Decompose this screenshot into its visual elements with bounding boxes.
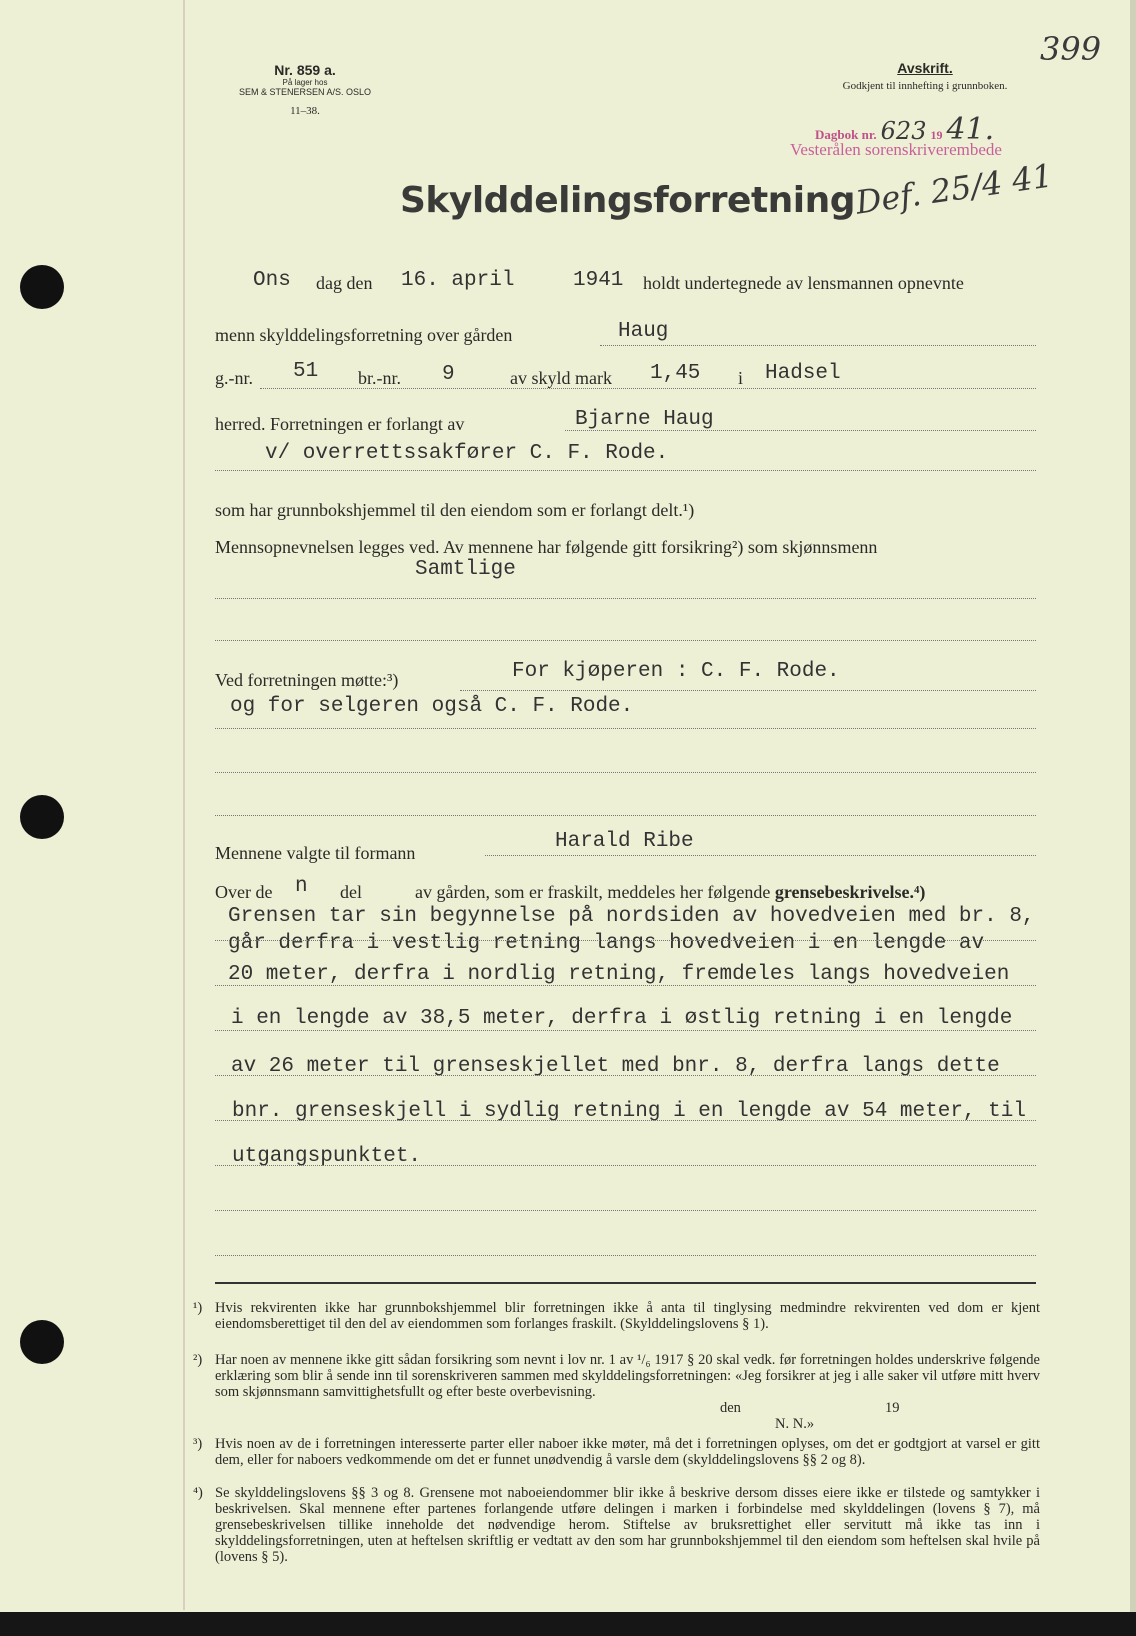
office-stamp: Vesterålen sorenskriverembede	[790, 140, 1002, 159]
rule	[215, 1165, 1036, 1166]
description-line: av 26 meter til grenseskjellet med bnr. 8, derfra langs dette	[231, 1055, 1000, 1078]
footnote-year: 19	[885, 1400, 900, 1416]
copy-label: Avskrift.	[897, 60, 953, 76]
label: br.-nr.	[358, 368, 401, 388]
label: av gården, som er fraskilt, meddeles her følgende	[415, 882, 771, 902]
footnote-marker: ⁴)	[193, 1485, 203, 1501]
footnote-marker: ³)	[193, 1436, 203, 1452]
footnote-signature: N. N.»	[775, 1416, 815, 1432]
farm-name: Haug	[618, 320, 669, 343]
rule	[215, 940, 1036, 941]
footnote-text: Hvis rekvirenten ikke har grunnbokshjemmel blir forretningen ikke å anta til tinglysing medmindre rekvirenten ved dom er kjent eiendomsberettiget til den del av eiendommen som forlanges fraskilt. (Skylddelingslovens § 1).	[215, 1300, 1040, 1332]
approval-text: Godkjent til innhefting i grunnboken.	[842, 80, 1008, 92]
page-number: 399	[1040, 30, 1102, 68]
label: del	[340, 882, 362, 902]
description-line: utgangspunktet.	[232, 1145, 422, 1168]
attendee-line2: og for selgeren også C. F. Rode.	[230, 695, 634, 718]
label: i	[738, 368, 744, 388]
requester: Bjarne Haug	[575, 408, 714, 431]
description-line: Grensen tar sin begynnelse på nordsiden av hovedveien med br. 8,	[228, 905, 1035, 928]
label: menn skylddelingsforretning over gården	[215, 325, 513, 345]
attendee-line1: For kjøperen : C. F. Rode.	[512, 660, 840, 683]
label: Over de	[215, 882, 273, 902]
description-line: bnr. grenseskjell i sydlig retning i en lengde av 54 meter, til	[232, 1100, 1026, 1123]
rule	[215, 728, 1036, 729]
description-line: 20 meter, derfra i nordlig retning, fremdeles langs hovedveien	[228, 963, 1010, 986]
footnote-text: Har noen av mennene ikke gitt sådan forsikring som nevnt i lov nr. 1 av ¹/₆ 1917 § 20 skal vedk. før forretningen holdes underskrive følgende erklæring som blir å sende inn til sorenskriveren sammen med skylddelingsforretningen: «Jeg forsikrer at jeg i alle saker vil utføre mitt hverv som skjønnsmann samvittighetsfullt og efter beste overbevisning.	[215, 1352, 1040, 1400]
document-title: Skylddelingsforretning	[400, 180, 856, 221]
rule	[215, 640, 1036, 641]
scan-border	[0, 1612, 1136, 1636]
bnr-value: 9	[442, 363, 455, 386]
punch-hole	[20, 1320, 64, 1364]
label: som har grunnbokshjemmel til den eiendom som er forlangt delt.¹)	[215, 500, 695, 520]
municipality: Hadsel	[765, 362, 841, 385]
chairman: Harald Ribe	[555, 830, 694, 853]
rule	[215, 598, 1036, 599]
form-info	[225, 62, 385, 117]
share-value: n	[295, 875, 308, 898]
label: av skyld mark	[510, 368, 612, 388]
label	[415, 882, 925, 903]
date: 16. april	[401, 269, 515, 292]
rule	[215, 1120, 1036, 1121]
footnote-2	[193, 1352, 1040, 1432]
rule	[215, 1030, 1036, 1031]
rule	[215, 1210, 1036, 1211]
footnote-text: Hvis noen av de i forretningen interesserte parter eller naboer ikke møter, må det i forretningen oplyses, om det er godtgjort at varsel er gitt dem, eller for naboers vedkommende om det er funnet unødvendig å varsle dem (skylddelingslovens §§ 2 og 8).	[215, 1436, 1040, 1468]
footnote-1	[193, 1300, 1040, 1332]
rule	[215, 985, 1036, 986]
footnote-marker: ¹)	[193, 1300, 203, 1316]
rule	[460, 690, 1036, 691]
registration-note: Def. 25/4 41	[853, 156, 1056, 222]
requester-line2: v/ overrettssakfører C. F. Rode.	[265, 442, 669, 465]
punch-hole	[20, 265, 64, 309]
label: herred. Forretningen er forlangt av	[215, 414, 465, 434]
label: Mennsopnevnelsen legges ved. Av mennene har følgende gitt forsikring²) som skjønnsmenn	[215, 537, 878, 557]
description-line: i en lengde av 38,5 meter, derfra i østlig retning i en lengde	[231, 1007, 1013, 1030]
skyld-value: 1,45	[650, 362, 701, 385]
stamp-label: Dagbok nr.	[815, 127, 877, 142]
rule	[485, 855, 1036, 856]
rule	[215, 1075, 1036, 1076]
label: g.-nr.	[215, 368, 253, 388]
description-line: går derfra i vestlig retning langs hovedveien i en lengde av	[228, 932, 985, 955]
dagbok-year: 41.	[946, 112, 995, 147]
label: grensebeskrivelse.⁴)	[774, 882, 926, 902]
margin-line	[183, 0, 185, 1610]
dagbok-number: 623	[880, 117, 927, 145]
rule	[215, 1255, 1036, 1256]
footnote-den: den	[720, 1400, 741, 1416]
label: Mennene valgte til formann	[215, 843, 416, 863]
rule	[215, 470, 1036, 471]
label: dag den	[316, 273, 373, 293]
footnote-marker: ²)	[193, 1352, 203, 1368]
weekday: Ons	[253, 269, 291, 292]
copy-info	[800, 60, 1050, 92]
rule	[565, 430, 1036, 431]
footnote-divider	[215, 1282, 1036, 1284]
publisher-name: SEM & STENERSEN A/S. OSLO	[238, 87, 372, 97]
label: holdt undertegnede av lensmannen opnevnte	[643, 273, 964, 293]
rule	[215, 815, 1036, 816]
form-date: 11–38.	[290, 105, 320, 117]
publisher-line: På lager hos	[282, 78, 328, 87]
footnote-text: Se skylddelingslovens §§ 3 og 8. Grensene mot naboeiendommer blir ikke å beskrive dersom disses eiere ikke er tilstede og samtykker i beskrivelsen. Skal mennene efter partenes forlangende utføre delingen i marken i forbindelse med skylddelingen (lovens § 7), må grensebeskrivelsen tillike inneholde det nødvendige herom. Stiftelse av bruksrettighet eller servitutt må ikke tas inn i skylddelingsforretningen, uten at heftelsen skriftlig er vedtatt av den som har grunnbokshjemmel til den eiendom som heftelsen skal hvile på (lovens § 5).	[215, 1485, 1040, 1565]
rule	[260, 388, 1036, 389]
label: Ved forretningen møtte:³)	[215, 670, 399, 690]
rule	[215, 772, 1036, 773]
stamp-year: 19	[930, 128, 943, 142]
forsikring-value: Samtlige	[415, 558, 516, 581]
gnr-value: 51	[293, 360, 319, 383]
page-edge	[1130, 0, 1136, 1636]
form-number: Nr. 859 a.	[274, 62, 336, 78]
punch-hole	[20, 795, 64, 839]
footnote-4	[193, 1485, 1040, 1565]
footnote-3	[193, 1436, 1040, 1468]
rule	[600, 345, 1036, 346]
year: 1941	[573, 269, 624, 292]
